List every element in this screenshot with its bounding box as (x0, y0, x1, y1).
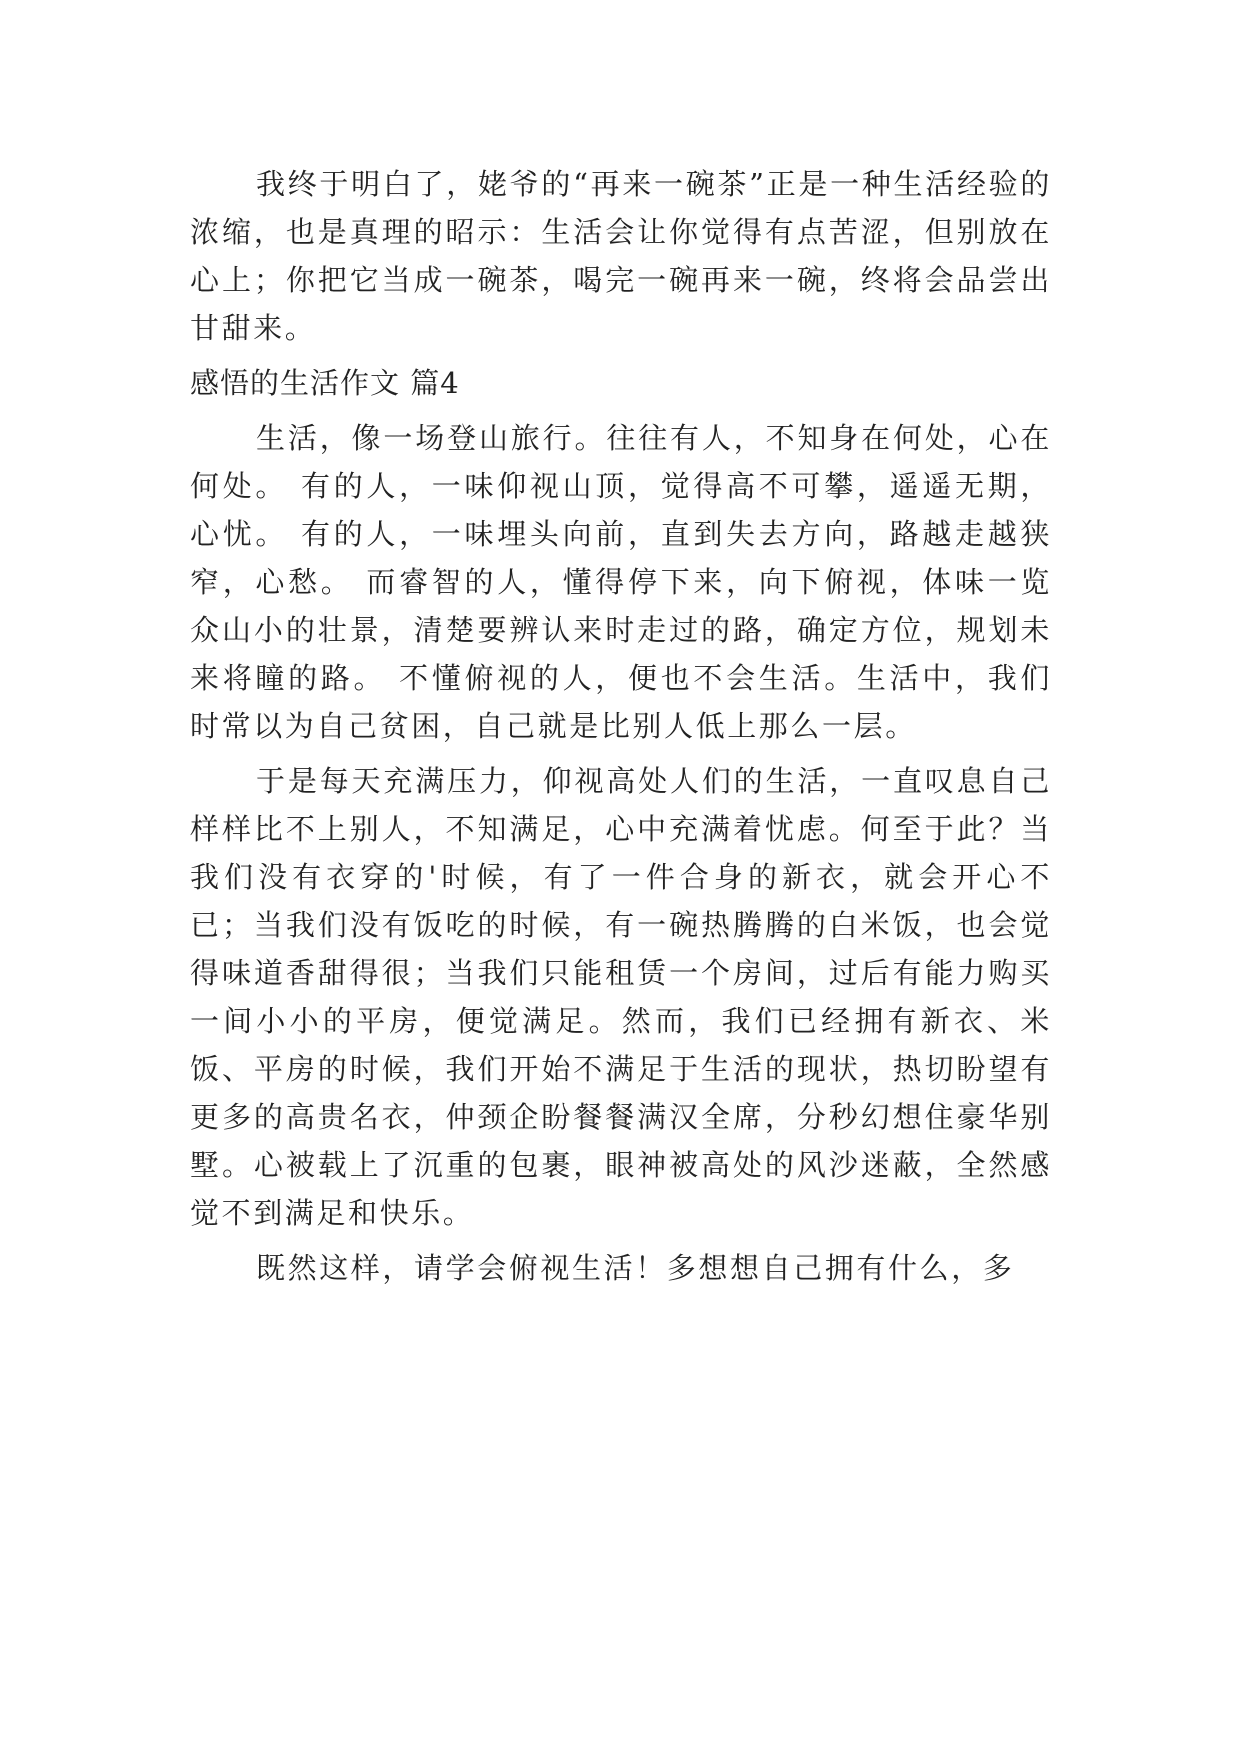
paragraph-tea-conclusion: 我终于明白了，姥爷的“再来一碗茶”正是一种生活经验的浓缩，也是真理的昭示：生活会让你觉得有点苦涩，但别放在心上；你把它当成一碗茶，喝完一碗再来一碗，终将会品尝出甘甜来。 (190, 167, 1052, 345)
paragraph-looking-up: 于是每天充满压力，仰视高处人们的生活，一直叹息自己样样比不上别人，不知满足，心中充满着忧虑。何至于此？当我们没有衣穿的'时候，有了一件合身的新衣，就会开心不已；当我们没有饭吃的时候，有一碗热腾腾的白米饭，也会觉得味道香甜得很；当我们只能租赁一个房间，过后有能力购买一间小小的平房，便觉满足。然而，我们已经拥有新衣、米饭、平房的时候，我们开始不满足于生活的现状，热切盼望有更多的高贵名衣，仲颈企盼餐餐满汉全席，分秒幻想住豪华别墅。心被载上了沉重的包裹，眼神被高处的风沙迷蔽，全然感觉不到满足和快乐。 (190, 764, 1052, 1230)
document-body (190, 160, 1052, 1299)
section-heading: 感悟的生活作文 篇4 (190, 366, 460, 400)
paragraph-look-down-on-life: 既然这样，请学会俯视生活！多想想自己拥有什么，多 (256, 1251, 1015, 1285)
paragraph-mountain-climbing: 生活，像一场登山旅行。往往有人，不知身在何处，心在何处。 有的人，一味仰视山顶，觉得高不可攀，遥遥无期，心忧。 有的人，一味埋头向前，直到失去方向，路越走越狭窄，心愁。 而睿智的人，懂得停下来，向下俯视，体味一览众山小的壮景，清楚要辨认来时走过的路，确定方位，规划未来将瞳的路。 不懂俯视的人，便也不会生活。生活中，我们时常以为自己贫困，自己就是比别人低上那么一层。 (190, 421, 1052, 743)
